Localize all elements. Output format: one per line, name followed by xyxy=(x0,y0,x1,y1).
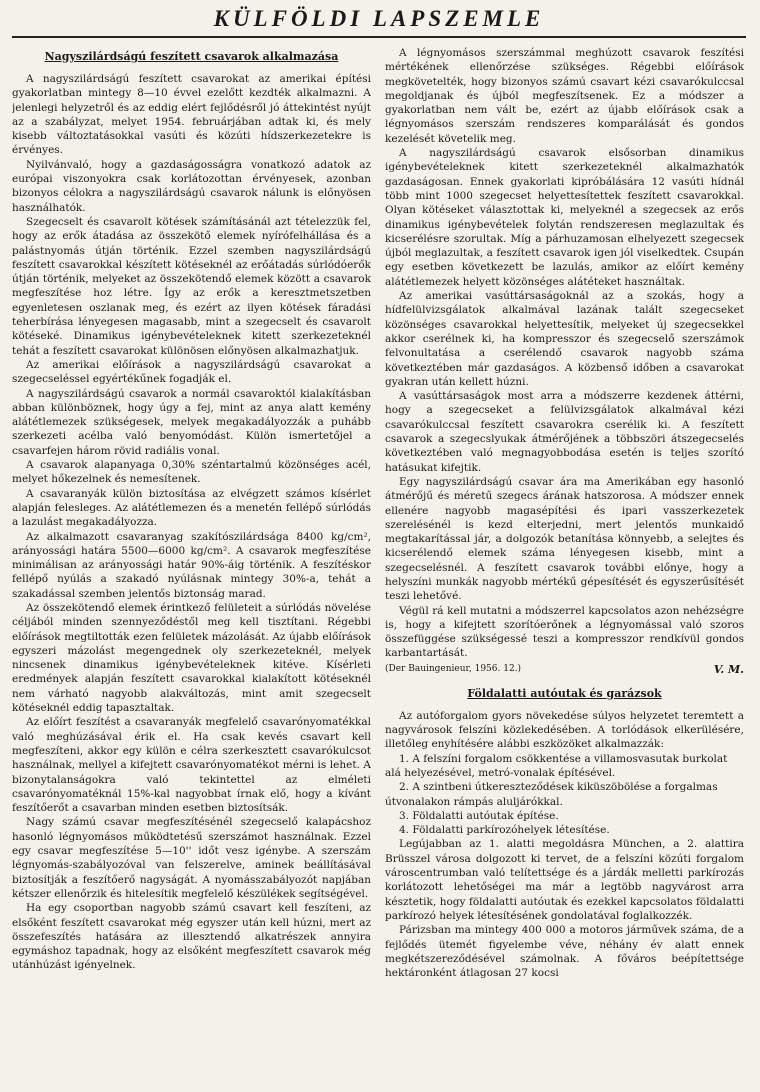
source-citation: (Der Bauingenieur, 1956. 12.) xyxy=(385,663,522,674)
article-1-paragraph: Végül rá kell mutatni a módszerrel kapcsolatos azon nehézségre is, hogy a kifejtett szorítóerőnek a légnyomással való szoros összefüggése szükségessé teszi a kompresszor rendkívül gondos karbantartását. xyxy=(385,604,744,660)
article-1-paragraph: A vasúttársaságok most arra a módszerre kezdenek áttérni, hogy a szegecseket a felülvizsgálatok alkalmával kézi csavarókulccsal feszített csavarokra cserélik ki. A feszített csavarok a szegecslyukak átmérőjének a többszöri átszegecselés következtében való megnagyobbodása esetén is teljes szorító hatásukat kifejtik. xyxy=(385,390,744,474)
article-1-paragraph: A nagyszilárdságú csavarok elsősorban dinamikus igénybevételeknek kitett szerkezeteknél alkalmazhatók gazdaságosan. Ennek gyakorlati kipróbálására 12 vasúti hídnál több mint 1000 szegecset helyettesítettek feszített csavarokkal. Olyan kötéseket választottak ki, melyeknél a szegecsek az erős dinamikus igénybevételek folytán rendszeresen meglazultak és kicserélésre szorultak. Míg a párhuzamosan elhelyezett szegecsek újból meglazultak, a feszített csavarok igen jól viselkedtek. Csupán egy esetben következett be lazulás, amikor az előírt kemény alátétlemezek helyett közönséges alátéteket használtak. xyxy=(385,147,744,288)
section-masthead: KÜLFÖLDI LAPSZEMLE xyxy=(213,6,545,31)
article-1-paragraph: Szegecselt és csavarolt kötések számításánál azt tételezzük fel, hogy az erők átadása az összekötő elemek nyírófelhállása és a palástnyomás útján történik. Ezzel szemben nagyszilárdságú feszített csavarokkal készített kötéseknél az erőátadás súrlódóerők útján történik, melyeket az összekötendő elemek között a csavarok megfeszítése hoz létre. Így az erők a keresztmetszetben egyenletesen oszlanak meg, és ezért az ilyen kötések fáradási teherbírása lényegesen magasabb, mint a szegecselt és csavarolt kötéseké. Dinamikus igénybevételeknek kitett szerkezeteknél tehát a feszített csavarokat különösen előnyösen alkalmazhatjuk. xyxy=(12,215,371,357)
article-1-paragraph: Az amerikai vasúttársaságoknál az a szokás, hogy a hídfelülvizsgálatok alkalmával lazának talált szegecseket közönséges csavarokkal helyettesítik, melyeket új szegecsekkel akkor cserélnek ki, ha kompresszor és szegecselő szerszámok felvonultatása a cserélendő csavarok nagyobb száma következtében már gazdaságos. A közbenső időben a csavarokat gyakran után kellett húzni. xyxy=(385,290,744,388)
list-item: 3. Földalatti autóutak építése. xyxy=(399,809,559,822)
article-1-paragraph: Az előírt feszítést a csavaranyák megfelelő csavarónyomatékkal való meghúzásával érik el. Ha csak kevés csavart kell megfeszíteni, akkor egy külön e célra szerkesztett csavarókulcsot használnak, mellyel a kifejtett csavarónyomatékot mérni is lehet. A bizonytalanságokra való tekintettel az elméleti csavarónyomatéknál 15%-kal nagyobbat írnak elő, hogy a kívánt feszítőerőt a csavarban minden esetben biztosítsák. xyxy=(12,716,371,815)
author-initials: V. M. xyxy=(713,662,744,676)
article-1-credits xyxy=(385,663,744,676)
article-1-paragraph: Nyilvánvaló, hogy a gazdaságosságra vonatkozó adatok az európai viszonyokra csak korlátozottan érvényesek, azonban bizonyos célokra a nagyszilárdságú csavarok nálunk is előnyösen használhatók. xyxy=(12,158,371,214)
article-1-paragraph: A csavarok alapanyaga 0,30% széntartalmú közönséges acél, melyet hőkezelnek és nemesítenek. xyxy=(12,459,371,486)
article-1-paragraph: A nagyszilárdságú feszített csavarokat az amerikai építési gyakorlatban mintegy 8—10 évvel ezelőtt kezdték alkalmazni. A jelenlegi helyzetről és az eddig elért fejlődésről jó áttekintést nyújt az a szabályzat, melyet 1954. februárjában adtak ki, és mely kisebb változtatásokkal vasúti és közúti hídszerkezetekre is érvényes. xyxy=(12,73,371,157)
masthead-rule xyxy=(12,36,746,38)
article-1-paragraph: Az alkalmazott csavaranyag szakítószilárdsága 8400 kg/cm², arányossági határa 5500—6000 kg/cm². A csavarok megfeszítése minimálisan az arányossági határ 90%-áig történik. A feszítéskor fellépő nyúlás a szakadó nyúlásnak mintegy 30%-a, tehát a szakadással szemben jelentős biztonság marad. xyxy=(12,530,371,600)
article-2-title: Földalatti autóutak és garázsok xyxy=(467,686,662,700)
article-2-paragraph: Párizsban ma mintegy 400 000 a motoros járművek száma, de a fejlődés ütemét figyelembe véve, néhány év alatt ennek megkétszereződésével számolnak. A főváros beépítettsége hektáronként átlagosan 27 kocsi xyxy=(385,924,744,980)
list-item: 2. A szintbeni útkereszteződések kiküszöbölése a forgalmas útvonalakon rámpás aluljárókkal. xyxy=(385,781,718,808)
article-1-paragraph: A légnyomásos szerszámmal meghúzott csavarok feszítési mértékének ellenőrzése szükséges. Régebbi előírások megkövetelték, hogy bizonyos számú csavart kézi csavarókulccsal megoldjanak és újból megfeszítsenek. Ez a módszer a gyakorlatban nem vált be, ezért az újabb előírások csak a légnyomásos szerszám rendszeres komparálását és gondos kezelését követelik meg. xyxy=(385,47,744,145)
article-1-paragraph: Az összekötendő elemek érintkező felületeit a súrlódás növelése céljából minden szennyeződéstől meg kell tisztítani. Régebbi előírások megtiltották ezen felületek mázolását. Az újabb előírások egyszeri mázolást megengednek oly szerkezeteknél, melyek nincsenek dinamikus igénybevételeknek kitéve. Kísérleti eredmények alapján feszített csavarokkal kialakított kötéseknél nem várható nagyobb alakváltozás, mint amit szegecselt kötéseknél eddig tapasztaltak. xyxy=(12,601,371,715)
article-1-paragraph: Nagy számú csavar megfeszítésénél szegecselő kalapácshoz hasonló légnyomásos működtetésű szerszámot használnak. Ezzel egy csavar megfeszítése 5—10'' időt vesz igénybe. A szerszám légnyomás-szabályozóval van felszerelve, aminek beállításával biztosítják a feszítőerő nagyságát. A nyomásszabályozót napjában kétszer ellenőrzik és hitelesítik megfelelő készülékek segítségével. xyxy=(12,816,371,900)
right-column xyxy=(385,46,744,980)
list-item: 4. Földalatti parkírozóhelyek létesítése. xyxy=(399,824,610,837)
article-2-intro: Az autóforgalom gyors növekedése súlyos helyzetet teremtett a nagyvárosok felszíni közlekedésében. A torlódások elkerülésére, illetőleg enyhítésére alábbi eszközöket alkalmazzák: xyxy=(385,709,744,751)
article-1-paragraph: A csavaranyák külön biztosítása az elvégzett számos kísérlet alapján felesleges. Az alátétlemezen és a menetén fellépő súrlódás a lazulást megakadályozza. xyxy=(12,487,371,529)
list-item: 1. A felszíni forgalom csökkentése a villamosvasutak burkolat alá helyezésével, metró-vonalak építésével. xyxy=(385,752,728,779)
article-1-paragraph: Egy nagyszilárdságú csavar ára ma Amerikában egy hasonló átmérőjű és méretű szegecs árának hatszorosa. A módszer ennek ellenére nagyobb magasépítési és ipari vasszerkezetek szerelésénél is kezd elterjedni, mert jelentős munkaidő megtakarítással jár, a dolgozók betanítása könnyebb, a selejtes és kicserélendő elemek száma lényegesen kisebb, mint a szegecselésnél. A feszített csavarok további előnye, hogy a helyszíni munkák nagyobb mértékű gépesítését és egyszerűsítését teszi lehetővé. xyxy=(385,475,744,603)
left-column xyxy=(12,46,371,980)
article-1-paragraph: A nagyszilárdságú csavarok a normál csavaroktól kialakításban abban különböznek, hogy úgy a fej, mint az anya alatt kemény alátétlemezek szükségesek, melyek megakadályozzák a puhább szerkezeti acélba való benyomódást. Külön ismertetőjel a csavarfejen három rövid radiális vonal. xyxy=(12,387,371,457)
article-1-paragraph: Az amerikai előírások a nagyszilárdságú csavarokat a szegecseléssel egyértékűnek fogadják el. xyxy=(12,358,371,386)
article-1-title: Nagyszilárdságú feszített csavarok alkalmazása xyxy=(44,50,339,63)
column-layout xyxy=(12,46,746,980)
article-2-paragraph: Legújabban az 1. alatti megoldásra München, a 2. alattira Brüsszel városa dolgozott ki tervet, de a felszíni közúti forgalom városcentrumban való telítettsége és a járdák melletti parkírozás korlátozott lehetőségei ma már a legtöbb nagyvárost arra késztetik, hogy földalatti autóutak és ezekkel kapcsolatos földalatti parkírozó helyek létesítésének gondolatával foglalkozzék. xyxy=(385,838,744,922)
article-separator xyxy=(415,680,714,681)
article-1-paragraph: Ha egy csoportban nagyobb számú csavart kell feszíteni, az elsőként feszített csavarokat még egyszer után kell húzni, mert az összefeszítés hatására az illesztendő alkatrészek annyira egymáshoz tapadnak, hogy az elsőként megfeszített csavarok még utánhúzást igényelnek. xyxy=(12,902,371,972)
